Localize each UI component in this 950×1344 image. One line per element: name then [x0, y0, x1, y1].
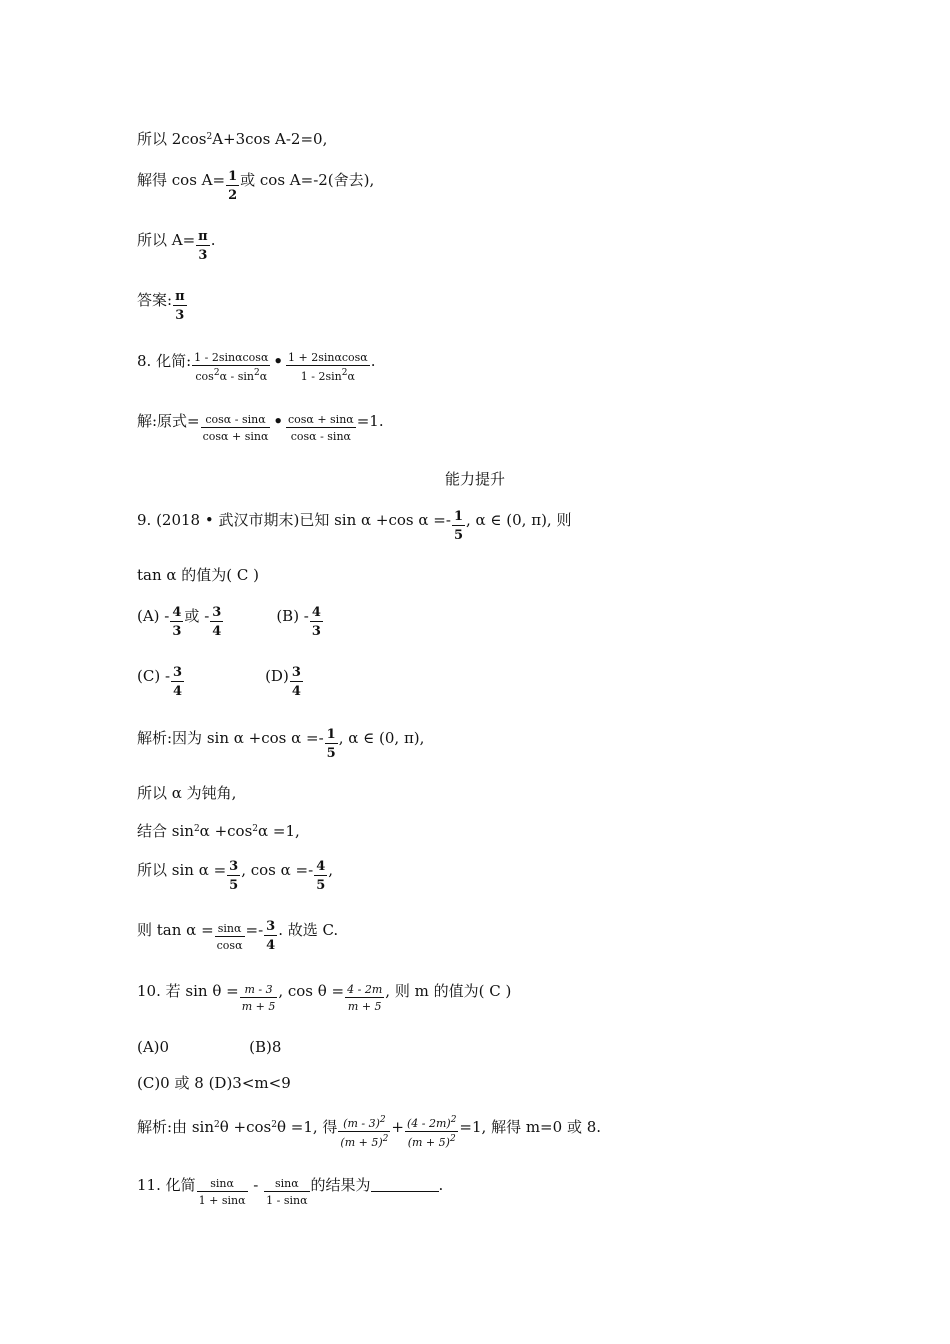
line-1: 所以 $2\cos^2A+3\cos$ A-2=0,	[137, 130, 328, 148]
answer-blank[interactable]	[371, 1179, 439, 1192]
fraction: $\frac{4}{3}$	[172, 605, 182, 639]
question-9-options-ab: (A) - $\frac{4}{3}$ 或 - $\frac{3}{4}$ (B) - $\frac{4}{3}$	[137, 605, 321, 639]
question-8: 8. 化简: $\frac{1 - 2\sin\alpha\cos\alpha}{\cos^2\alpha - \sin^2\alpha}$ • $\frac{1 + 2\sin\alpha\cos\alpha}{1 - 2\sin^2\alpha}$ .	[137, 351, 376, 384]
line-2: 解得 cos A= $\frac{1}{2}$ 或 cos A=-2(舍去),	[137, 169, 375, 203]
solution-9-line3: 结合 $\sin^2\alpha +\cos^2\alpha =1$,	[137, 822, 300, 840]
fraction: $\frac{\pi}{3}$	[175, 289, 185, 323]
fraction: $\frac{1}{5}$	[326, 727, 336, 761]
fraction: $\frac{1 + 2\sin\alpha\cos\alpha}{1 - 2\sin^2\alpha}$	[287, 351, 368, 384]
fraction: $\frac{3}{4}$	[266, 919, 276, 953]
fraction: $\frac{\pi}{3}$	[198, 229, 208, 263]
fraction: $\frac{3}{4}$	[212, 605, 222, 639]
fraction: $\frac{4}{5}$	[316, 859, 326, 893]
solution-8: 解:原式= $\frac{\cos\alpha - \sin\alpha}{\cos\alpha + \sin\alpha}$ • $\frac{\cos\alpha + \sin\alpha}{\cos\alpha - \sin\alpha}$ =1.	[137, 412, 384, 444]
section-heading: 能力提升	[444, 470, 505, 488]
question-9-options-cd: (C) - $\frac{3}{4}$ (D) $\frac{3}{4}$	[137, 665, 301, 699]
question-9: 9. (2018 • 武汉市期末)已知 sin α +cos α =- $\frac{1}{5}$ , α ∈ (0, π), 则	[137, 509, 572, 543]
question-10-options-cd: (C)0 或 8 (D)3<m<9	[137, 1074, 291, 1092]
fraction: $\frac{3}{4}$	[291, 665, 301, 699]
fraction: $\frac{1}{2}$	[228, 169, 238, 203]
fraction: $\frac{4}{3}$	[311, 605, 321, 639]
fraction: $\frac{(m - 3)^2}{(m + 5)^2}$	[340, 1115, 389, 1150]
fraction: $\frac{1 - 2\sin\alpha\cos\alpha}{\cos^2\alpha - \sin^2\alpha}$	[194, 351, 269, 384]
line-3: 所以 A= $\frac{\pi}{3}$ .	[137, 229, 216, 263]
solution-9-line5: 则 tan α = $\frac{\sin\alpha}{\cos\alpha}$ =- $\frac{3}{4}$ . 故选 C.	[137, 919, 339, 953]
fraction: $\frac{1}{5}$	[453, 509, 463, 543]
answer-line: 答案: $\frac{\pi}{3}$	[137, 289, 185, 323]
solution-9-line2: 所以 α 为钝角,	[137, 784, 237, 802]
question-10: 10. 若 sin θ = $\frac{m - 3}{m + 5}$ , cos θ = $\frac{4 - 2m}{m + 5}$ , 则 m 的值为( C )	[137, 982, 512, 1014]
question-10-options-ab: (A)0 (B)8	[137, 1038, 282, 1056]
fraction: $\frac{\cos\alpha + \sin\alpha}{\cos\alpha - \sin\alpha}$	[287, 413, 354, 444]
fraction: $\frac{3}{5}$	[229, 859, 239, 893]
solution-10: 解析:由 $\sin^2\theta +\cos^2\theta =1$, 得 $\frac{(m - 3)^2}{(m + 5)^2}$ + $\frac{(4 - 2m)^2}{(m + 5)^2}$ =1, 解得 m=0 或 8.	[137, 1115, 602, 1150]
solution-9-line1: 解析:因为 sin α +cos α =- $\frac{1}{5}$ , α ∈ (0, π),	[137, 727, 425, 761]
solution-9-line4: 所以 sin α = $\frac{3}{5}$ , cos α =- $\frac{4}{5}$ ,	[137, 859, 334, 893]
fraction: $\frac{\sin\alpha}{1 + \sin\alpha}$	[198, 1177, 246, 1208]
fraction: $\frac{(4 - 2m)^2}{(m + 5)^2}$	[406, 1115, 457, 1150]
question-9-cont: tan α 的值为( C )	[137, 566, 260, 584]
fraction: $\frac{\sin\alpha}{\cos\alpha}$	[216, 922, 243, 952]
fraction: $\frac{3}{4}$	[173, 665, 183, 699]
fraction: $\frac{4 - 2m}{m + 5}$	[347, 983, 383, 1014]
fraction: $\frac{\cos\alpha - \sin\alpha}{\cos\alpha + \sin\alpha}$	[202, 413, 269, 444]
fraction: $\frac{\sin\alpha}{1 - \sin\alpha}$	[266, 1177, 308, 1208]
fraction: $\frac{m - 3}{m + 5}$	[241, 983, 276, 1014]
question-11: 11. 化简 $\frac{\sin\alpha}{1 + \sin\alpha}$ - $\frac{\sin\alpha}{1 - \sin\alpha}$ 的结果为 .	[137, 1176, 444, 1208]
